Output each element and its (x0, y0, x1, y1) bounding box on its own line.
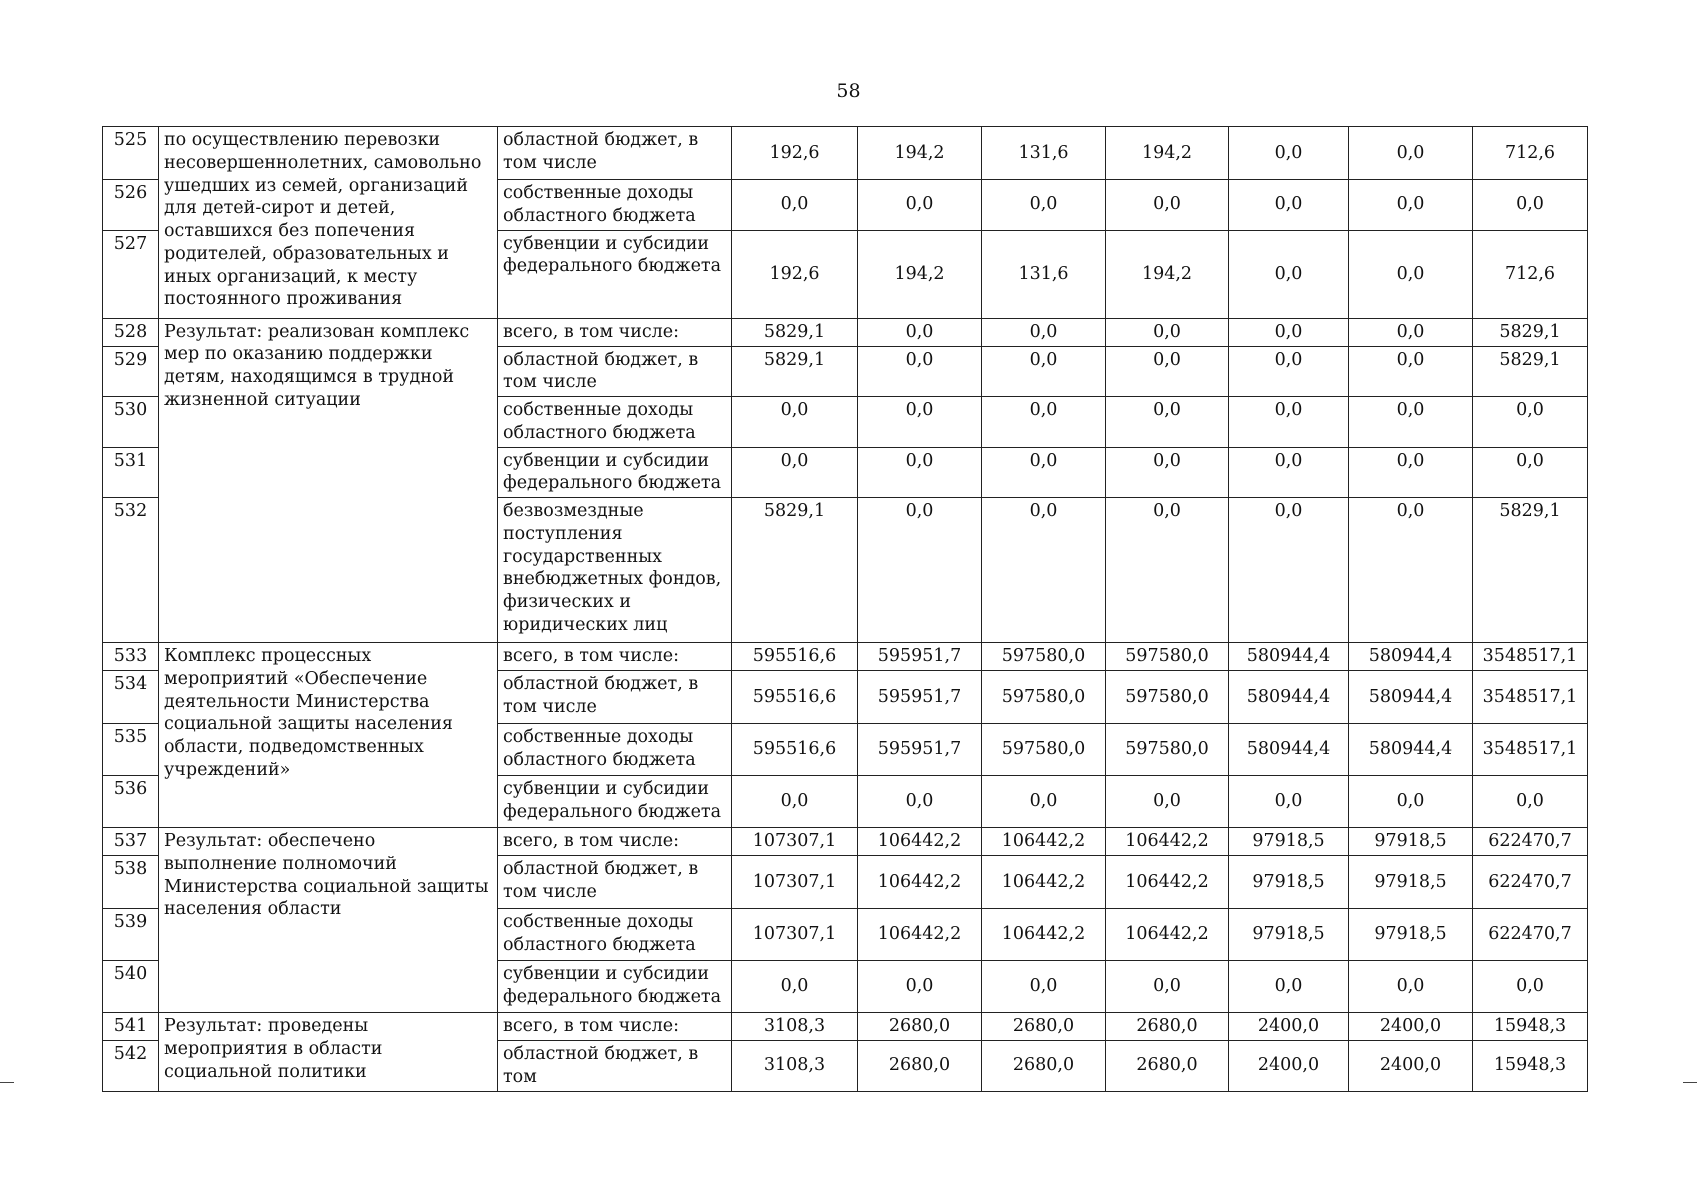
value-cell: 97918,5 (1349, 856, 1473, 909)
value-cell: 0,0 (1473, 447, 1588, 498)
value-cell: 0,0 (858, 180, 982, 231)
funding-source: областной бюджет, в том числе (498, 346, 732, 397)
value-cell: 0,0 (1106, 397, 1229, 448)
value-cell: 5829,1 (732, 318, 858, 346)
value-cell: 622470,7 (1473, 828, 1588, 856)
value-cell: 0,0 (1349, 397, 1473, 448)
value-cell: 0,0 (1229, 961, 1349, 1013)
value-cell: 0,0 (858, 961, 982, 1013)
value-cell: 0,0 (732, 180, 858, 231)
value-cell: 2680,0 (858, 1041, 982, 1092)
value-cell: 0,0 (1229, 230, 1349, 318)
value-cell: 0,0 (1349, 447, 1473, 498)
measure-description: Комплекс процессных мероприятий «Обеспечение деятельности Министерства социальной защиты населения области, подведомственных учреждений» (159, 643, 498, 828)
right-margin-mark (1683, 1082, 1697, 1083)
value-cell: 2680,0 (1106, 1041, 1229, 1092)
value-cell: 580944,4 (1229, 643, 1349, 671)
value-cell: 0,0 (1229, 776, 1349, 828)
value-cell: 2680,0 (1106, 1013, 1229, 1041)
value-cell: 0,0 (1106, 498, 1229, 643)
value-cell: 106442,2 (982, 856, 1106, 909)
row-number: 527 (103, 230, 159, 318)
value-cell: 0,0 (1473, 776, 1588, 828)
table-row (103, 828, 1588, 856)
row-number: 537 (103, 828, 159, 856)
value-cell: 0,0 (1106, 180, 1229, 231)
funding-source: всего, в том числе: (498, 828, 732, 856)
value-cell: 0,0 (982, 961, 1106, 1013)
value-cell: 597580,0 (1106, 671, 1229, 724)
measure-description: Результат: реализован комплекс мер по оказанию поддержки детям, находящимся в трудной жизненной ситуации (159, 318, 498, 643)
row-number: 542 (103, 1041, 159, 1092)
value-cell: 0,0 (982, 318, 1106, 346)
value-cell: 0,0 (858, 397, 982, 448)
value-cell: 107307,1 (732, 828, 858, 856)
value-cell: 0,0 (1349, 230, 1473, 318)
value-cell: 97918,5 (1229, 856, 1349, 909)
row-number: 536 (103, 776, 159, 828)
funding-source: всего, в том числе: (498, 1013, 732, 1041)
value-cell: 0,0 (1349, 961, 1473, 1013)
value-cell: 0,0 (982, 776, 1106, 828)
value-cell: 0,0 (1106, 346, 1229, 397)
value-cell: 106442,2 (858, 909, 982, 961)
row-number: 531 (103, 447, 159, 498)
value-cell: 0,0 (982, 447, 1106, 498)
value-cell: 0,0 (1349, 776, 1473, 828)
value-cell: 97918,5 (1349, 828, 1473, 856)
value-cell: 0,0 (1229, 180, 1349, 231)
funding-source: областной бюджет, в том (498, 1041, 732, 1092)
value-cell: 2400,0 (1349, 1041, 1473, 1092)
value-cell: 5829,1 (732, 498, 858, 643)
value-cell: 107307,1 (732, 909, 858, 961)
measure-description: Результат: обеспечено выполнение полномочий Министерства социальной защиты населения области (159, 828, 498, 1013)
value-cell: 0,0 (1349, 498, 1473, 643)
value-cell: 0,0 (732, 447, 858, 498)
value-cell: 597580,0 (982, 671, 1106, 724)
funding-source: областной бюджет, в том числе (498, 127, 732, 180)
value-cell: 595516,6 (732, 671, 858, 724)
value-cell: 0,0 (982, 397, 1106, 448)
value-cell: 595516,6 (732, 724, 858, 776)
funding-source: областной бюджет, в том числе (498, 671, 732, 724)
row-number: 530 (103, 397, 159, 448)
value-cell: 97918,5 (1229, 909, 1349, 961)
value-cell: 0,0 (1349, 127, 1473, 180)
value-cell: 0,0 (1106, 961, 1229, 1013)
funding-source: всего, в том числе: (498, 643, 732, 671)
value-cell: 0,0 (1349, 346, 1473, 397)
value-cell: 0,0 (1229, 318, 1349, 346)
value-cell: 580944,4 (1349, 643, 1473, 671)
value-cell: 131,6 (982, 230, 1106, 318)
table-row (103, 1013, 1588, 1041)
row-number: 539 (103, 909, 159, 961)
value-cell: 2680,0 (982, 1013, 1106, 1041)
value-cell: 107307,1 (732, 856, 858, 909)
value-cell: 0,0 (1106, 318, 1229, 346)
value-cell: 97918,5 (1349, 909, 1473, 961)
funding-source: всего, в том числе: (498, 318, 732, 346)
value-cell: 5829,1 (732, 346, 858, 397)
value-cell: 3548517,1 (1473, 643, 1588, 671)
measure-description: по осуществлению перевозки несовершеннолетних, самовольно ушедших из семей, организаций для детей-сирот и детей, оставшихся без попечения родителей, образовательных и иных организаций, к месту постоянного проживания (159, 127, 498, 319)
value-cell: 622470,7 (1473, 909, 1588, 961)
funding-source: безвозмездные поступления государственных внебюджетных фондов, физических и юридических лиц (498, 498, 732, 643)
table-row (103, 127, 1588, 180)
funding-source: субвенции и субсидии федерального бюджета (498, 776, 732, 828)
value-cell: 580944,4 (1229, 724, 1349, 776)
row-number: 529 (103, 346, 159, 397)
value-cell: 0,0 (732, 961, 858, 1013)
row-number: 540 (103, 961, 159, 1013)
value-cell: 622470,7 (1473, 856, 1588, 909)
value-cell: 712,6 (1473, 230, 1588, 318)
value-cell: 3108,3 (732, 1013, 858, 1041)
value-cell: 0,0 (1229, 397, 1349, 448)
value-cell: 0,0 (732, 776, 858, 828)
value-cell: 0,0 (858, 318, 982, 346)
table-row (103, 643, 1588, 671)
row-number: 528 (103, 318, 159, 346)
table-row (103, 318, 1588, 346)
value-cell: 0,0 (1229, 346, 1349, 397)
value-cell: 597580,0 (1106, 643, 1229, 671)
row-number: 526 (103, 180, 159, 231)
row-number: 538 (103, 856, 159, 909)
value-cell: 3548517,1 (1473, 724, 1588, 776)
value-cell: 5829,1 (1473, 498, 1588, 643)
funding-source: собственные доходы областного бюджета (498, 397, 732, 448)
value-cell: 0,0 (858, 346, 982, 397)
value-cell: 0,0 (858, 447, 982, 498)
value-cell: 15948,3 (1473, 1041, 1588, 1092)
value-cell: 194,2 (1106, 230, 1229, 318)
funding-source: собственные доходы областного бюджета (498, 724, 732, 776)
value-cell: 5829,1 (1473, 318, 1588, 346)
value-cell: 0,0 (1349, 318, 1473, 346)
value-cell: 2400,0 (1229, 1041, 1349, 1092)
measure-description: Результат: проведены мероприятия в области социальной политики (159, 1013, 498, 1092)
value-cell: 0,0 (1229, 127, 1349, 180)
value-cell: 0,0 (1229, 447, 1349, 498)
value-cell: 0,0 (982, 180, 1106, 231)
funding-source: субвенции и субсидии федерального бюджета (498, 961, 732, 1013)
value-cell: 3548517,1 (1473, 671, 1588, 724)
value-cell: 0,0 (858, 498, 982, 643)
value-cell: 5829,1 (1473, 346, 1588, 397)
row-number: 534 (103, 671, 159, 724)
value-cell: 0,0 (982, 498, 1106, 643)
funding-source: собственные доходы областного бюджета (498, 909, 732, 961)
value-cell: 194,2 (1106, 127, 1229, 180)
value-cell: 106442,2 (1106, 909, 1229, 961)
value-cell: 0,0 (1473, 961, 1588, 1013)
value-cell: 597580,0 (982, 724, 1106, 776)
value-cell: 192,6 (732, 127, 858, 180)
value-cell: 2680,0 (982, 1041, 1106, 1092)
value-cell: 580944,4 (1349, 671, 1473, 724)
value-cell: 0,0 (1349, 180, 1473, 231)
value-cell: 106442,2 (1106, 856, 1229, 909)
value-cell: 194,2 (858, 230, 982, 318)
value-cell: 0,0 (732, 397, 858, 448)
row-number: 535 (103, 724, 159, 776)
page-number: 58 (836, 80, 861, 102)
budget-table (102, 126, 1588, 1092)
value-cell: 595951,7 (858, 671, 982, 724)
value-cell: 2400,0 (1229, 1013, 1349, 1041)
value-cell: 3108,3 (732, 1041, 858, 1092)
value-cell: 97918,5 (1229, 828, 1349, 856)
value-cell: 15948,3 (1473, 1013, 1588, 1041)
value-cell: 0,0 (1106, 776, 1229, 828)
value-cell: 194,2 (858, 127, 982, 180)
value-cell: 0,0 (1106, 447, 1229, 498)
value-cell: 192,6 (732, 230, 858, 318)
value-cell: 0,0 (1473, 397, 1588, 448)
value-cell: 106442,2 (858, 828, 982, 856)
value-cell: 712,6 (1473, 127, 1588, 180)
value-cell: 106442,2 (858, 856, 982, 909)
value-cell: 597580,0 (1106, 724, 1229, 776)
value-cell: 580944,4 (1349, 724, 1473, 776)
value-cell: 2400,0 (1349, 1013, 1473, 1041)
value-cell: 595951,7 (858, 724, 982, 776)
funding-source: субвенции и субсидии федерального бюджета (498, 447, 732, 498)
value-cell: 0,0 (1229, 498, 1349, 643)
value-cell: 0,0 (982, 346, 1106, 397)
row-number: 525 (103, 127, 159, 180)
funding-source: областной бюджет, в том числе (498, 856, 732, 909)
value-cell: 0,0 (1473, 180, 1588, 231)
value-cell: 595516,6 (732, 643, 858, 671)
funding-source: собственные доходы областного бюджета (498, 180, 732, 231)
value-cell: 2680,0 (858, 1013, 982, 1041)
value-cell: 106442,2 (1106, 828, 1229, 856)
value-cell: 595951,7 (858, 643, 982, 671)
row-number: 541 (103, 1013, 159, 1041)
value-cell: 106442,2 (982, 828, 1106, 856)
value-cell: 597580,0 (982, 643, 1106, 671)
row-number: 533 (103, 643, 159, 671)
row-number: 532 (103, 498, 159, 643)
value-cell: 0,0 (858, 776, 982, 828)
value-cell: 580944,4 (1229, 671, 1349, 724)
left-margin-mark (0, 1082, 14, 1083)
value-cell: 131,6 (982, 127, 1106, 180)
value-cell: 106442,2 (982, 909, 1106, 961)
funding-source: субвенции и субсидии федерального бюджета (498, 230, 732, 318)
